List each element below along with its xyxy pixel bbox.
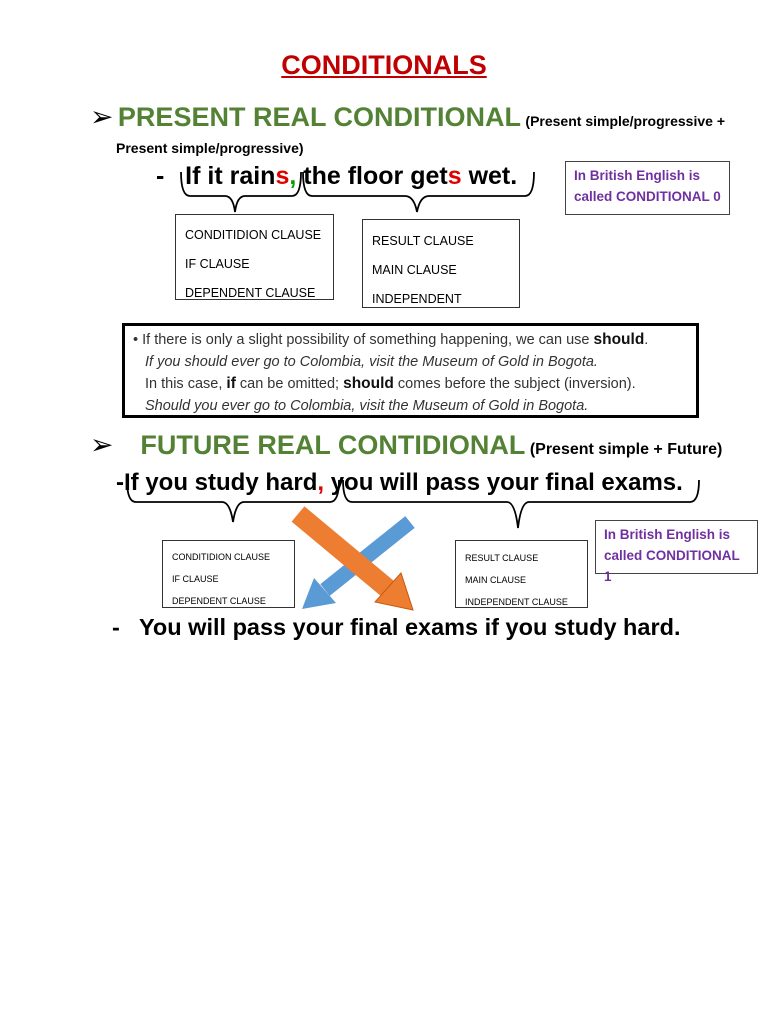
should-line-3-a: In this case, xyxy=(145,376,227,392)
british-note-1-line1: In British English is xyxy=(604,527,731,542)
example2-comma: , xyxy=(317,469,325,496)
arrow-bullet-icon: ➢ xyxy=(90,429,114,460)
result-label-2: MAIN CLAUSE xyxy=(372,263,457,277)
section2-condition-box xyxy=(162,540,295,608)
british-note-1 xyxy=(595,520,758,584)
should-line-2: If you should ever go to Colombia, visit the Museum of Gold in Bogota. xyxy=(145,354,598,370)
inverted-example xyxy=(112,614,681,641)
condition-label-3: DEPENDENT CLAUSE xyxy=(185,286,316,300)
example-text-1: If it rain xyxy=(185,162,276,190)
section2-heading: FUTURE REAL CONTIDIONAL xyxy=(140,430,526,460)
should-line-1: • If there is only a slight possibility of something happening, we can use should. xyxy=(133,331,649,348)
example-comma: , xyxy=(289,162,297,190)
example-text-3: wet. xyxy=(461,162,518,190)
page-title: CONDITIONALS xyxy=(281,50,487,80)
result-label-1: RESULT CLAUSE xyxy=(372,234,474,248)
result2-label-2: MAIN CLAUSE xyxy=(465,575,527,585)
example2-text-1: If you study hard xyxy=(124,469,318,496)
arrow-bullet-icon: ➢ xyxy=(90,101,114,132)
example2-text-2: you will pass your final exams. xyxy=(324,469,683,496)
result2-label-1: RESULT CLAUSE xyxy=(465,553,539,563)
inverted-dash: - xyxy=(112,614,120,640)
condition2-label-2: IF CLAUSE xyxy=(172,574,219,584)
should-line-1-text: If there is only a slight possibility of something happening, we can use xyxy=(142,332,594,348)
should-line-3-if: if xyxy=(226,375,236,392)
example2-dash: - xyxy=(116,469,124,496)
section1-subtitle-b: Present simple/progressive) xyxy=(116,140,304,156)
section2-subtitle: (Present simple + Future) xyxy=(529,441,723,458)
condition-label-1: CONDITIDION CLAUSE xyxy=(185,228,322,242)
british-note-0-line1: In British English is xyxy=(574,168,701,183)
example-text-2: the floor get xyxy=(303,162,448,190)
condition2-label-3: DEPENDENT CLAUSE xyxy=(172,596,266,606)
inverted-sentence: You will pass your final exams if you study hard. xyxy=(139,614,681,640)
section1-subtitle-a: (Present simple/progressive + xyxy=(525,113,725,129)
example-dash: - xyxy=(156,162,165,190)
condition2-label-1: CONDITIDION CLAUSE xyxy=(172,552,271,562)
should-line-3-c: comes before the subject (inversion). xyxy=(393,376,636,392)
should-line-1-end: . xyxy=(644,332,649,348)
section1-heading: PRESENT REAL CONDITIONAL xyxy=(117,102,521,132)
should-line-1-bold: should xyxy=(593,331,645,348)
british-note-1-line2: called CONDITIONAL 1 xyxy=(604,548,740,584)
should-line-3-b: can be omitted; xyxy=(235,376,344,392)
section2-result-box xyxy=(455,540,588,608)
result-label-3: INDEPENDENT xyxy=(372,292,462,306)
british-note-0-line2: called CONDITIONAL 0 xyxy=(574,189,721,204)
result2-label-3: INDEPENDENT CLAUSE xyxy=(465,597,568,607)
example-s-1: s xyxy=(275,162,290,190)
should-line-4: Should you ever go to Colombia, visit the Museum of Gold in Bogota. xyxy=(145,398,589,414)
condition-label-2: IF CLAUSE xyxy=(185,257,250,271)
example-s-2: s xyxy=(447,162,462,190)
should-line-3-should: should xyxy=(343,375,394,392)
